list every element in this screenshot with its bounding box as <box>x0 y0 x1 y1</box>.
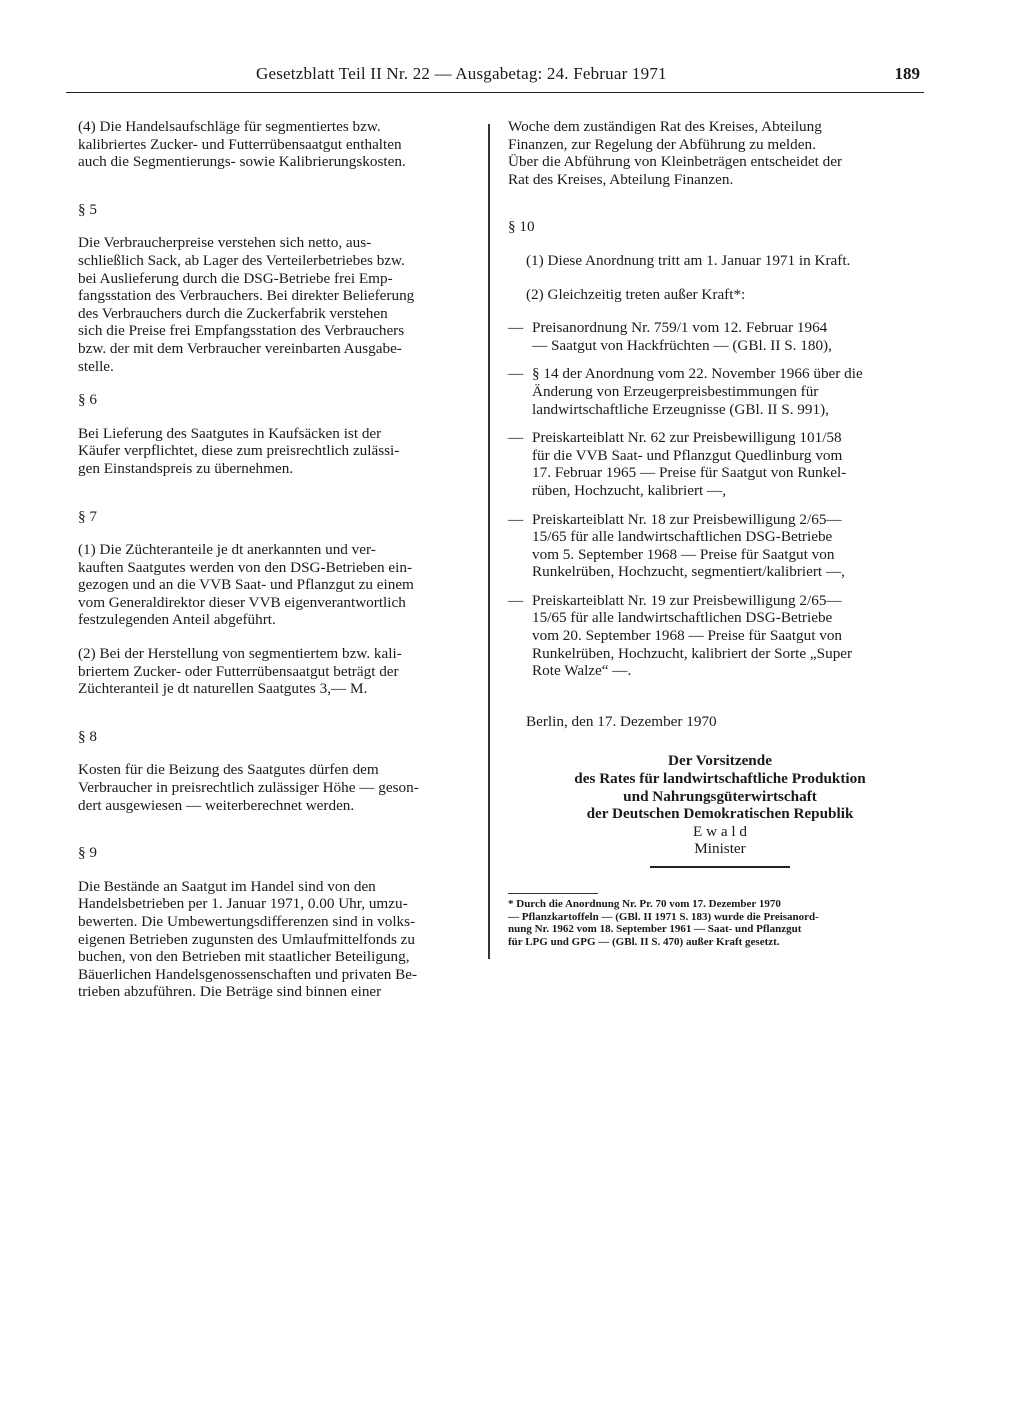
place-and-date: Berlin, den 17. Dezember 1970 <box>526 712 717 730</box>
text-line: Rote Walze“ —. <box>532 662 632 680</box>
text-line: § 14 der Anordnung vom 22. November 1966 über die <box>532 365 863 383</box>
text-line: Preiskarteiblatt Nr. 19 zur Preisbewilligung 2/65— <box>532 591 842 609</box>
text-line: Handelsbetrieben per 1. Januar 1971, 0.00 Uhr, umzu- <box>78 895 408 913</box>
section-heading-6: § 6 <box>78 391 97 409</box>
page-number: 189 <box>894 64 920 83</box>
text-line: auch die Segmentierungs- sowie Kalibrierungskosten. <box>78 153 406 171</box>
text-line: * Durch die Anordnung Nr. Pr. 70 vom 17. Dezember 1970 <box>508 898 781 910</box>
dash-marker: — <box>508 429 524 447</box>
text-line: Die Verbraucherpreise verstehen sich netto, aus- <box>78 234 372 252</box>
section-heading-8: § 8 <box>78 727 97 745</box>
signature-title: der Deutschen Demokratischen Republik <box>586 805 854 823</box>
dash-marker: — <box>508 510 524 528</box>
text-line: Bei Lieferung des Saatgutes in Kaufsäcken ist der <box>78 424 382 442</box>
footnote <box>508 898 924 948</box>
header-title: Gesetzblatt Teil II Nr. 22 — Ausgabetag: 24. Februar 1971 <box>256 64 667 83</box>
dash-marker: — <box>508 365 524 383</box>
repealed-item <box>508 592 922 680</box>
right-column <box>508 118 922 868</box>
text-line: für LPG und GPG — (GBl. II S. 470) außer Kraft gesetzt. <box>508 935 780 948</box>
section-8-text <box>78 761 476 814</box>
text-line: dert ausgewiesen — weiterberechnet werden. <box>78 796 355 814</box>
column-divider <box>488 124 490 959</box>
left-column <box>78 118 476 1001</box>
paragraph-4 <box>78 118 476 171</box>
text-line: eigenen Betrieben zugunsten des Umlaufmittelfonds zu <box>78 930 415 948</box>
text-line: 15/65 für alle landwirtschaftlichen DSG-Betriebe <box>532 528 833 546</box>
text-line: (2) Bei der Herstellung von segmentiertem bzw. kali- <box>78 645 402 663</box>
text-line: (4) Die Handelsaufschläge für segmentiertes bzw. <box>78 118 381 135</box>
text-line: Züchteranteil je dt naturellen Saatgutes 3,— M. <box>78 680 368 698</box>
signature-title: Der Vorsitzende <box>668 752 772 770</box>
text-line: Bäuerlichen Handelsgenossenschaften und privaten Be- <box>78 965 418 983</box>
signature-rule <box>650 866 790 868</box>
signatory-role: Minister <box>694 840 746 858</box>
text-line: Runkelrüben, Hochzucht, segmentiert/kalibriert —, <box>532 563 845 581</box>
text-line: für die VVB Saat- und Pflanzgut Quedlinburg vom <box>532 446 843 464</box>
page-header <box>66 62 924 93</box>
text-line: Runkelrüben, Hochzucht, kalibriert der Sorte „Super <box>532 644 853 662</box>
repealed-item <box>508 511 922 581</box>
text-line: nung Nr. 1962 vom 18. September 1961 — Saat- und Pflanzgut <box>508 923 802 935</box>
text-line: bei Auslieferung durch die DSG-Betriebe frei Emp- <box>78 269 393 287</box>
repealed-item <box>508 429 922 499</box>
text-line: vom Generaldirektor dieser VVB eigenverantwortlich <box>78 593 406 611</box>
section-9-continuation <box>508 118 922 188</box>
text-line: bzw. der mit dem Verbraucher vereinbarten Ausgabe- <box>78 339 402 357</box>
text-line: 15/65 für alle landwirtschaftlichen DSG-Betriebe <box>532 609 833 627</box>
text-line: bewerten. Die Umbewertungsdifferenzen sind in volks- <box>78 913 416 930</box>
text-line: — Pflanzkartoffeln — (GBl. II 1971 S. 183) wurde die Preisanord- <box>508 910 819 923</box>
text-line: Preiskarteiblatt Nr. 62 zur Preisbewilligung 101/58 <box>532 429 842 447</box>
text-line: trieben abzuführen. Die Beträge sind binnen einer <box>78 983 382 1001</box>
text-line: rüben, Hochzucht, kalibriert —, <box>532 481 726 499</box>
text-line: kauften Saatgutes werden von den DSG-Betrieben ein- <box>78 558 413 576</box>
text-line: Rat des Kreises, Abteilung Finanzen. <box>508 170 734 188</box>
text-line: vom 20. September 1968 — Preise für Saatgut von <box>532 627 843 645</box>
text-line: vom 5. September 1968 — Preise für Saatgut von <box>532 545 835 563</box>
dash-marker: — <box>508 591 524 609</box>
text-line: — Saatgut von Hackfrüchten — (GBl. II S. 180), <box>532 336 832 354</box>
text-line: Über die Abführung von Kleinbeträgen entscheidet der <box>508 153 843 171</box>
section-10-paragraph-1: (1) Diese Anordnung tritt am 1. Januar 1971 in Kraft. <box>526 251 851 269</box>
text-line: (1) Die Züchteranteile je dt anerkannten und ver- <box>78 541 376 559</box>
text-line: sich die Preise frei Empfangsstation des Verbrauchers <box>78 322 405 340</box>
repealed-item <box>508 319 922 354</box>
text-line: Kosten für die Beizung des Saatgutes dürfen dem <box>78 761 379 779</box>
section-9-text <box>78 878 476 1001</box>
text-line: festzulegenden Anteil abgeführt. <box>78 611 276 629</box>
text-line: Änderung von Erzeugerpreisbestimmungen für <box>532 382 819 400</box>
text-line: landwirtschaftliche Erzeugnisse (GBl. II S. 991), <box>532 400 829 418</box>
section-heading-5: § 5 <box>78 200 97 218</box>
signature-block <box>508 752 922 822</box>
text-line: Preiskarteiblatt Nr. 18 zur Preisbewilligung 2/65— <box>532 510 842 528</box>
text-line: Preisanordnung Nr. 759/1 vom 12. Februar 1964 <box>532 319 828 337</box>
text-line: stelle. <box>78 357 114 375</box>
text-line: gezogen und an die VVB Saat- und Pflanzgut zu einem <box>78 576 414 594</box>
section-10-paragraph-2: (2) Gleichzeitig treten außer Kraft*: <box>526 285 746 303</box>
text-line: schließlich Sack, ab Lager des Verteilerbetriebes bzw. <box>78 251 405 269</box>
text-line: Die Bestände an Saatgut im Handel sind von den <box>78 877 376 895</box>
section-heading-10: § 10 <box>508 218 535 236</box>
text-line: 17. Februar 1965 — Preise für Saatgut von Runkel- <box>532 464 847 482</box>
section-5-text <box>78 234 476 375</box>
repealed-item <box>508 365 922 418</box>
section-7-paragraph-1 <box>78 541 476 629</box>
signature-title: des Rates für landwirtschaftliche Produktion <box>574 770 866 788</box>
dash-marker: — <box>508 319 524 337</box>
text-line: Käufer verpflichtet, diese zum preisrechtlich zulässi- <box>78 442 400 460</box>
section-7-paragraph-2 <box>78 645 476 698</box>
text-line: des Verbrauchers durch die Zuckerfabrik verstehen <box>78 304 388 322</box>
text-line: kalibriertes Zucker- und Futterrübensaatgut enthalten <box>78 135 402 153</box>
text-line: Verbraucher in preisrechtlich zulässiger Höhe — geson- <box>78 779 419 797</box>
text-line: Finanzen, zur Regelung der Abführung zu melden. <box>508 135 816 153</box>
signatory-name: E w a l d <box>693 822 747 840</box>
footnote-rule <box>508 893 598 894</box>
text-line: briertem Zucker- oder Futterrübensaatgut beträgt der <box>78 662 399 680</box>
section-heading-9: § 9 <box>78 844 97 862</box>
text-line: gen Einstandspreis zu übernehmen. <box>78 459 294 477</box>
section-heading-7: § 7 <box>78 507 97 525</box>
text-line: fangsstation des Verbrauchers. Bei direkter Belieferung <box>78 287 415 305</box>
section-6-text <box>78 425 476 478</box>
signature-title: und Nahrungsgüterwirtschaft <box>623 787 817 805</box>
text-line: buchen, von den Betrieben mit staatlicher Beteiligung, <box>78 948 410 966</box>
text-line: Woche dem zuständigen Rat des Kreises, Abteilung <box>508 118 822 135</box>
